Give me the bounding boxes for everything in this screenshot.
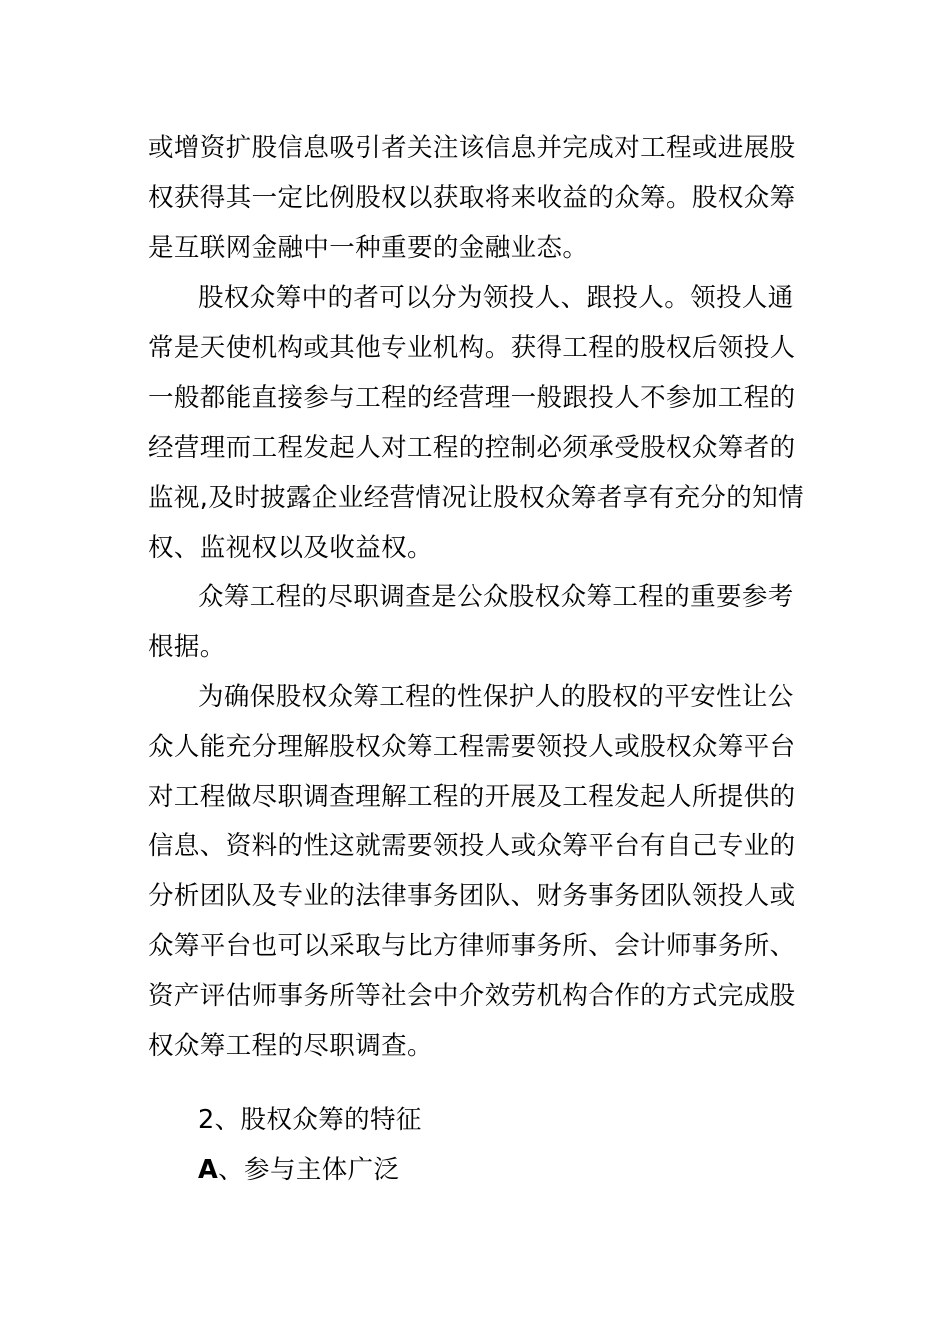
paragraph-line: 经营理而工程发起人对工程的控制必须承受股权众筹者的 (148, 433, 796, 463)
paragraph-line: 权、监视权以及收益权。 (148, 533, 433, 563)
paragraph-line: 为确保股权众筹工程的性保护人的股权的平安性让公 (198, 682, 794, 712)
paragraph-line: 众筹平台也可以采取与比方律师事务所、会计师事务所、 (148, 931, 796, 961)
section-heading: 2、股权众筹的特征 (198, 1105, 422, 1135)
paragraph-line: 监视,及时披露企业经营情况让股权众筹者享有充分的知情 (148, 483, 805, 513)
paragraph-line: 分析团队及专业的法律事务团队、财务事务团队领投人或 (148, 881, 796, 911)
subsection-title: 、参与主体广泛 (218, 1155, 400, 1185)
paragraph-line: 常是天使机构或其他专业机构。获得工程的股权后领投人 (148, 333, 796, 363)
paragraph-line: 股权众筹中的者可以分为领投人、跟投人。领投人通 (198, 283, 794, 313)
paragraph-line: 资产评估师事务所等社会中介效劳机构合作的方式完成股 (148, 981, 796, 1011)
paragraph-line: 信息、资料的性这就需要领投人或众筹平台有自己专业的 (148, 831, 796, 861)
subsection-heading (198, 1153, 399, 1187)
paragraph-line: 一般都能直接参与工程的经营理一般跟投人不参加工程的 (148, 383, 796, 413)
paragraph-line: 是互联网金融中一种重要的金融业态。 (148, 233, 589, 263)
paragraph-line: 根据。 (148, 632, 226, 662)
paragraph-line: 权获得其一定比例股权以获取将来收益的众筹。股权众筹 (148, 183, 796, 213)
subsection-letter: A (198, 1155, 219, 1185)
paragraph-line: 或增资扩股信息吸引者关注该信息并完成对工程或进展股 (148, 133, 796, 163)
paragraph-line: 众人能充分理解股权众筹工程需要领投人或股权众筹平台 (148, 732, 796, 762)
paragraph-line: 众筹工程的尽职调查是公众股权众筹工程的重要参考 (198, 582, 794, 612)
paragraph-line: 对工程做尽职调查理解工程的开展及工程发起人所提供的 (148, 782, 796, 812)
paragraph-line: 权众筹工程的尽职调查。 (148, 1031, 433, 1061)
